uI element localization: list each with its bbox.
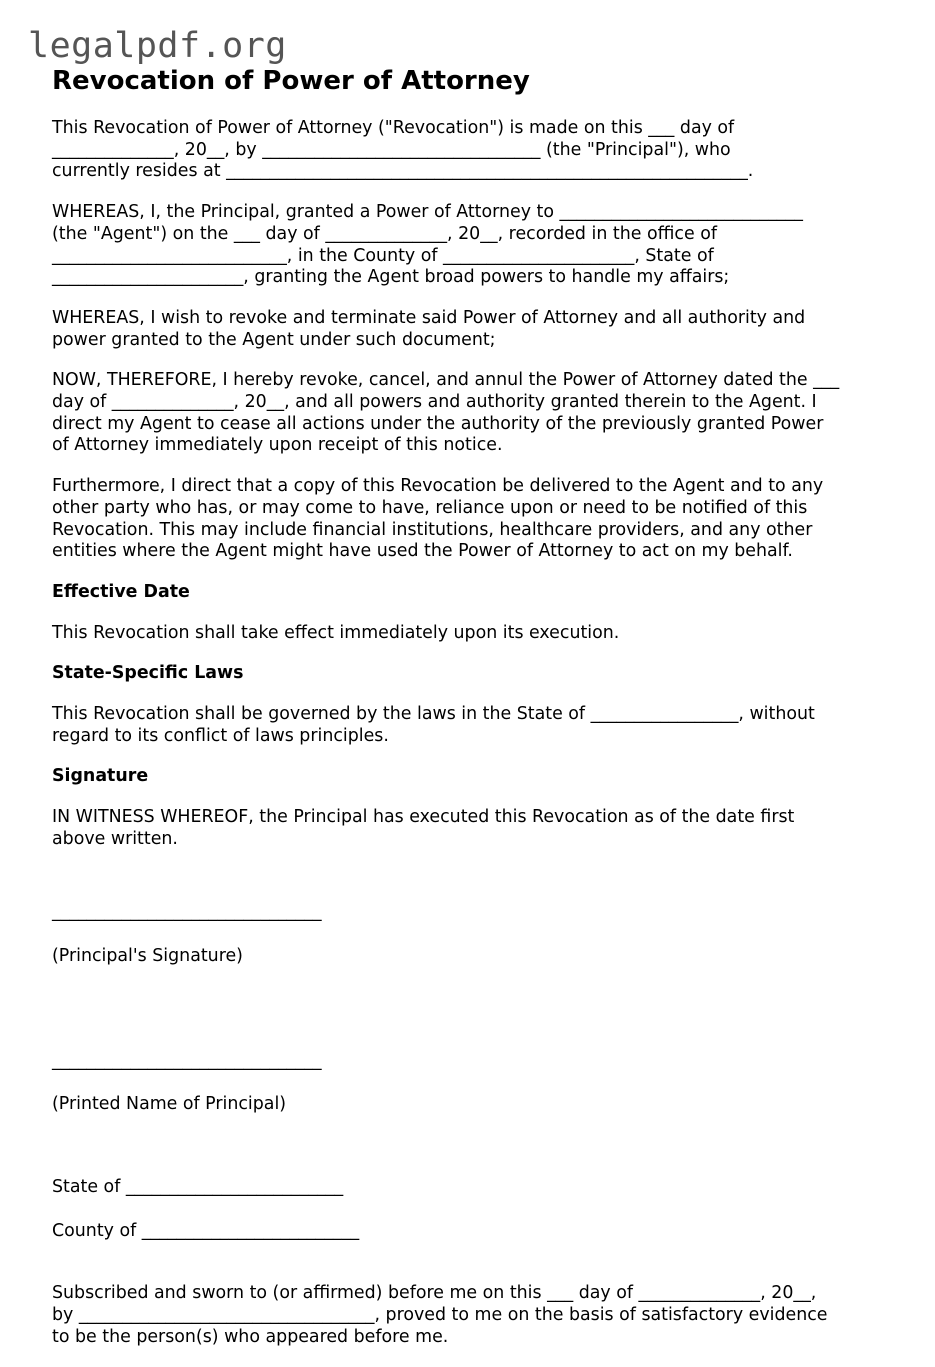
effective-date-text: This Revocation shall take effect immediately upon its execution. xyxy=(52,622,620,643)
principal-signature-block xyxy=(52,881,897,990)
document-title: Revocation of Power of Attorney xyxy=(52,66,530,96)
intro-paragraph: This Revocation of Power of Attorney ("Revocation") is made on this ___ day of ______________, 20__, by ________________________________ (the "Principal"), who currently resides at ____________________________________________________________. xyxy=(52,118,754,182)
witness-text: IN WITNESS WHEREOF, the Principal has executed this Revocation as of the date first above written. xyxy=(52,807,795,849)
watermark-logo: legalpdf.org xyxy=(28,26,287,66)
whereas-revoke-paragraph: WHEREAS, I wish to revoke and terminate said Power of Attorney and all authority and power granted to the Agent under such document; xyxy=(52,307,806,350)
printed-name-line: _______________________________ xyxy=(52,1050,322,1071)
county-of-line: County of _________________________ xyxy=(52,1220,360,1241)
printed-name-label: (Printed Name of Principal) xyxy=(52,1094,287,1115)
state-laws-text: This Revocation shall be governed by the laws in the State of _________________, without regard to its conflict of laws principles. xyxy=(52,704,815,746)
principal-signature-line: _______________________________ xyxy=(52,902,322,923)
printed-name-block xyxy=(52,1029,897,1138)
principal-signature-label: (Principal's Signature) xyxy=(52,945,243,966)
signature-heading: Signature xyxy=(52,766,149,787)
notary-paragraph: Subscribed and sworn to (or affirmed) before me on this ___ day of ______________, 20__, by __________________________________, proved to me on the basis of satisfactory evidence to be the person(s) who appeared before me. xyxy=(52,1283,828,1347)
state-laws-heading: State-Specific Laws xyxy=(52,663,244,684)
effective-date-heading: Effective Date xyxy=(52,581,190,602)
whereas-grant-paragraph: WHEREAS, I, the Principal, granted a Power of Attorney to ____________________________ (the "Agent") on the ___ day of ______________, 20__, recorded in the office of ___________________________, in the County of ______________________, State of ______________________, granting the Agent broad powers to handle my affairs; xyxy=(52,202,803,288)
state-of-line: State of _________________________ xyxy=(52,1177,344,1198)
furthermore-paragraph: Furthermore, I direct that a copy of this Revocation be delivered to the Agent and to any other party who has, or may come to have, reliance upon or need to be notified of this Revocation. This may include financial institutions, healthcare providers, and any other entities where the Agent might have used the Power of Attorney to act on my behalf. xyxy=(52,476,824,562)
now-therefore-paragraph: NOW, THEREFORE, I hereby revoke, cancel, and annul the Power of Attorney dated the ___ day of ______________, 20__, and all powers and authority granted therein to the Agent. I direct my Agent to cease all actions under the authority of the previously granted Power of Attorney immediately upon receipt of this notice. xyxy=(52,370,840,456)
document-page xyxy=(52,64,897,1367)
